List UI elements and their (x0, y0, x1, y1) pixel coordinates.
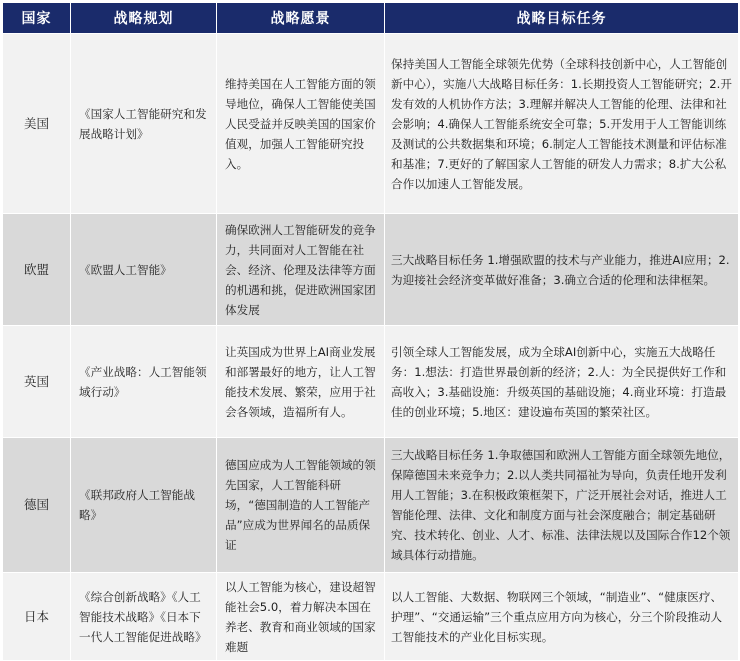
plan-cell: 《欧盟人工智能》 (71, 214, 217, 326)
header-country: 国家 (3, 3, 71, 34)
vision-cell: 以人工智能为核心，建设超智能社会5.0，着力解决本国在养老、教育和商业领域的国家难题 (217, 573, 385, 661)
table-row-eu (3, 214, 739, 326)
header-plan: 战略规划 (71, 3, 217, 34)
plan-cell: 《综合创新战略》《人工智能技术战略》《日本下一代人工智能促进战略》 (71, 573, 217, 661)
tasks-cell: 三大战略目标任务 1.争取德国和欧洲人工智能方面全球领先地位，保障德国未来竞争力；2.以人类共同福祉为导向，负责任地开发利用人工智能；3.在积极政策框架下，广泛开展社会对话，推进人工智能伦理、法律、文化和制度方面与社会深度融合；制定基础研究、技术转化、创业、人才、标准、法律法规以及国际合作12个领域具体行动措施。 (385, 438, 739, 573)
country-cell: 美国 (3, 34, 71, 214)
strategy-comparison-table (2, 2, 739, 661)
tasks-cell: 引领全球人工智能发展，成为全球AI创新中心，实施五大战略任务：1.想法：打造世界最创新的经济；2.人：为全民提供好工作和高收入；3.基础设施：升级英国的基础设施；4.商业环境：打造最佳的创业环境；5.地区：建设遍布英国的繁荣社区。 (385, 326, 739, 438)
vision-cell: 确保欧洲人工智能研发的竞争力，共同面对人工智能在社会、经济、伦理及法律等方面的机遇和挑，促进欧洲国家团体发展 (217, 214, 385, 326)
table-row-germany (3, 438, 739, 573)
vision-cell: 让英国成为世界上AI商业发展和部署最好的地方，让人工智能技术发展、繁荣，应用于社会各领域，造福所有人。 (217, 326, 385, 438)
vision-cell: 维持美国在人工智能方面的领导地位，确保人工智能使美国人民受益并反映美国的国家价值观，加强人工智能研究投入。 (217, 34, 385, 214)
plan-cell: 《国家人工智能研究和发展战略计划》 (71, 34, 217, 214)
plan-cell: 《产业战略：人工智能领域行动》 (71, 326, 217, 438)
country-cell: 欧盟 (3, 214, 71, 326)
header-row (3, 3, 739, 34)
header-vision: 战略愿景 (217, 3, 385, 34)
table-row-japan (3, 573, 739, 661)
table-row-uk (3, 326, 739, 438)
plan-cell: 《联邦政府人工智能战略》 (71, 438, 217, 573)
vision-cell: 德国应成为人工智能领域的领先国家，人工智能科研场，“德国制造的人工智能产品”应成为世界闻名的品质保证 (217, 438, 385, 573)
header-tasks: 战略目标任务 (385, 3, 739, 34)
tasks-cell: 保持美国人工智能全球领先优势（全球科技创新中心，人工智能创新中心），实施八大战略目标任务：1.长期投资人工智能研究；2.开发有效的人机协作方法；3.理解并解决人工智能的伦理、法律和社会影响；4.确保人工智能系统安全可靠；5.开发用于人工智能训练及测试的公共数据集和环境；6.制定人工智能技术测量和评估标准和基准；7.更好的了解国家人工智能的研发人力需求；8.扩大公私合作以加速人工智能发展。 (385, 34, 739, 214)
country-cell: 德国 (3, 438, 71, 573)
country-cell: 英国 (3, 326, 71, 438)
country-cell: 日本 (3, 573, 71, 661)
table-row-usa (3, 34, 739, 214)
tasks-cell: 以人工智能、大数据、物联网三个领域，“制造业”、“健康医疗、护理”、“交通运输”三个重点应用方向为核心，分三个阶段推动人工智能技术的产业化目标实现。 (385, 573, 739, 661)
tasks-cell: 三大战略目标任务 1.增强欧盟的技术与产业能力，推进AI应用；2.为迎接社会经济变革做好准备；3.确立合适的伦理和法律框架。 (385, 214, 739, 326)
